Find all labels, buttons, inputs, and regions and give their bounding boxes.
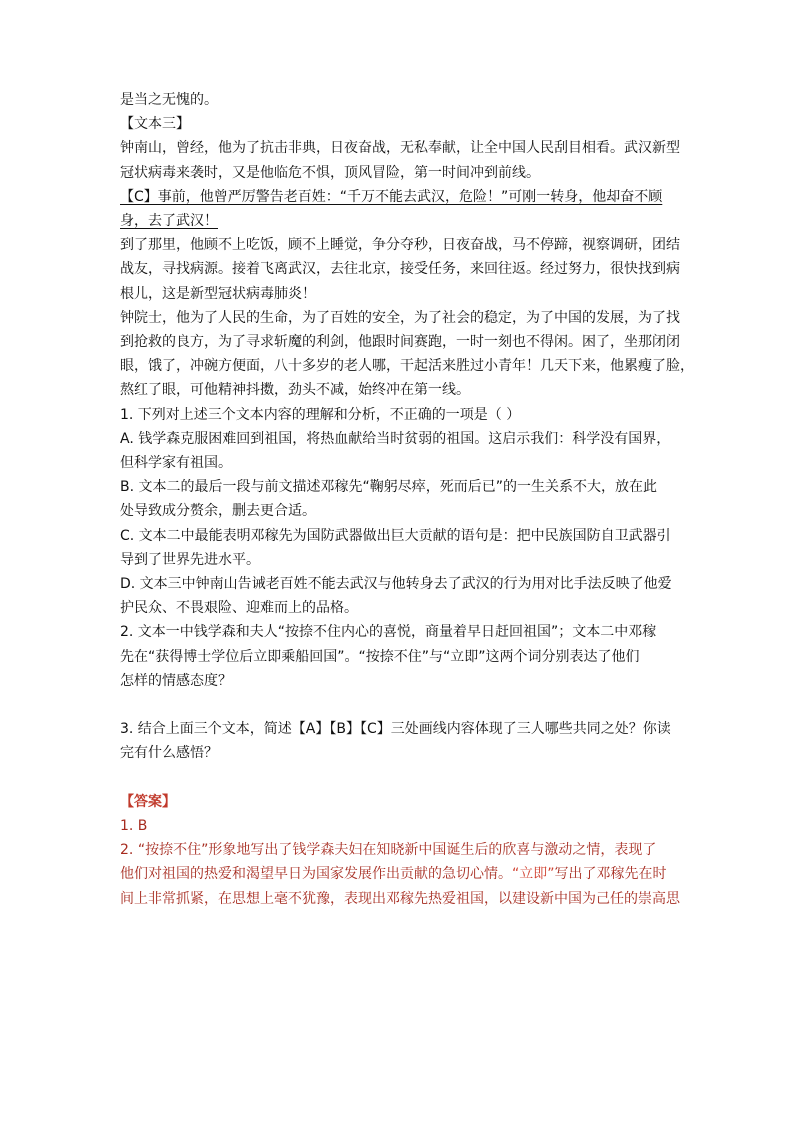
- answer-2-line3: 间上非常抓紧，在思想上毫不犹豫，表现出邓稼先热爱祖国，以建设新中国为己任的崇高思: [120, 890, 680, 907]
- q1-option-a-line2: 但科学家有祖国。: [120, 455, 232, 472]
- question-2-line1: 2. 文本一中钱学森和夫人“按捺不住内心的喜悦，商量着早日赶回祖国”；文本二中邓稼: [120, 624, 657, 641]
- spacer: [120, 693, 680, 717]
- answer-1: 1. B: [120, 818, 148, 835]
- q1-option-b-line2: 处导致成分赘余，删去更合适。: [120, 503, 316, 520]
- answer-2-line1-rest: 形象地写出了钱学森夫妇在知晓新中国诞生后的欣喜与激动之情，表现了: [208, 842, 657, 859]
- question-3-line2: 完有什么感悟？: [120, 745, 218, 762]
- answer-2-line2-rest: 写出了邓稼先在时: [554, 866, 667, 883]
- marked-c-line1: 【C】事前，他曾严厉警告老百姓：“千万不能去武汉，危险！”可刚一转身，他却奋不顾: [120, 188, 663, 205]
- q1-option-c-line1: C. 文本二中最能表明邓稼先为国防武器做出巨大贡献的语句是：把中民族国防自卫武器引: [120, 527, 671, 544]
- question-2-line2: 先在“获得博士学位后立即乘船回国”。“按捺不住”与“立即”这两个词分别表达了他们: [120, 648, 640, 665]
- answer-2-line2-main: 他们对祖国的热爱和渴望早日为国家发展作出贡献的急切心情。: [120, 866, 512, 883]
- marked-c-line2: 身，去了武汉！: [120, 213, 218, 230]
- answer-2-quote-1: “按捺不住”: [137, 842, 209, 859]
- text3-para4-line2: 到抢救的良方，为了寻求斩魔的利剑，他跟时间赛跑，一时一刻也不得闲。困了，坐那闭闭: [120, 334, 680, 351]
- q1-option-c-line2: 导到了世界先进水平。: [120, 551, 260, 568]
- text2-closing-line: 是当之无愧的。: [120, 92, 218, 108]
- document-page: [120, 88, 694, 911]
- answer-2-quote-2: “立即”: [512, 866, 555, 883]
- text3-para3-line3: 根儿，这是新型冠状病毒肺炎！: [120, 285, 316, 302]
- text3-para4-line1: 钟院士，他为了人民的生命，为了百姓的安全，为了社会的稳定，为了中国的发展，为了找: [120, 309, 680, 326]
- q1-option-d-line2: 护民众、不畏艰险、迎难而上的品格。: [120, 600, 358, 617]
- text3-para1-line1: 钟南山，曾经，他为了抗击非典，日夜奋战，无私奉献，让全中国人民刮目相看。武汉新型: [120, 140, 680, 157]
- text3-para4-line4: 熬红了眼，可他精神抖擞，劲头不减，始终冲在第一线。: [120, 382, 470, 399]
- question-3-line1: 3. 结合上面三个文本，简述【A】【B】【C】三处画线内容体现了三人哪些共同之处？你读: [120, 721, 671, 738]
- text3-para3-line1: 到了那里，他顾不上吃饭，顾不上睡觉，争分夺秒，日夜奋战，马不停蹄，视察调研，团结: [120, 237, 680, 254]
- answer-2-line2: [120, 862, 680, 886]
- question-1-stem: 1. 下列对上述三个文本内容的理解和分析，不正确的一项是（ ）: [120, 406, 521, 423]
- q1-option-a-line1: A. 钱学森克服困难回到祖国，将热血献给当时贫弱的祖国。这启示我们：科学没有国界，: [120, 430, 671, 447]
- question-2-line3: 怎样的情感态度？: [120, 672, 232, 689]
- text3-heading: 【文本三】: [120, 116, 190, 133]
- text3-para4-line3: 眼，饿了，冲碗方便面，八十多岁的老人哪，干起活来胜过小青年！几天下来，他累瘦了脸，: [120, 358, 694, 375]
- answer-2-line1: [120, 838, 680, 862]
- answer-heading: 【答案】: [120, 793, 176, 810]
- q1-option-b-line1: B. 文本二的最后一段与前文描述邓稼先“鞠躬尽瘁，死而后已”的一生关系不大，放在此: [120, 479, 658, 496]
- q1-option-d-line1: D. 文本三中钟南山告诫老百姓不能去武汉与他转身去了武汉的行为用对比手法反映了他爱: [120, 576, 672, 593]
- spacer: [120, 766, 680, 790]
- text3-para1-line2: 冠状病毒来袭时，又是他临危不惧，顶风冒险，第一时间冲到前线。: [120, 164, 540, 181]
- text3-para3-line2: 战友，寻找病源。接着飞离武汉，去往北京，接受任务，来回往返。经过努力，很快找到病: [120, 261, 680, 278]
- answer-2-prefix: 2.: [120, 842, 138, 859]
